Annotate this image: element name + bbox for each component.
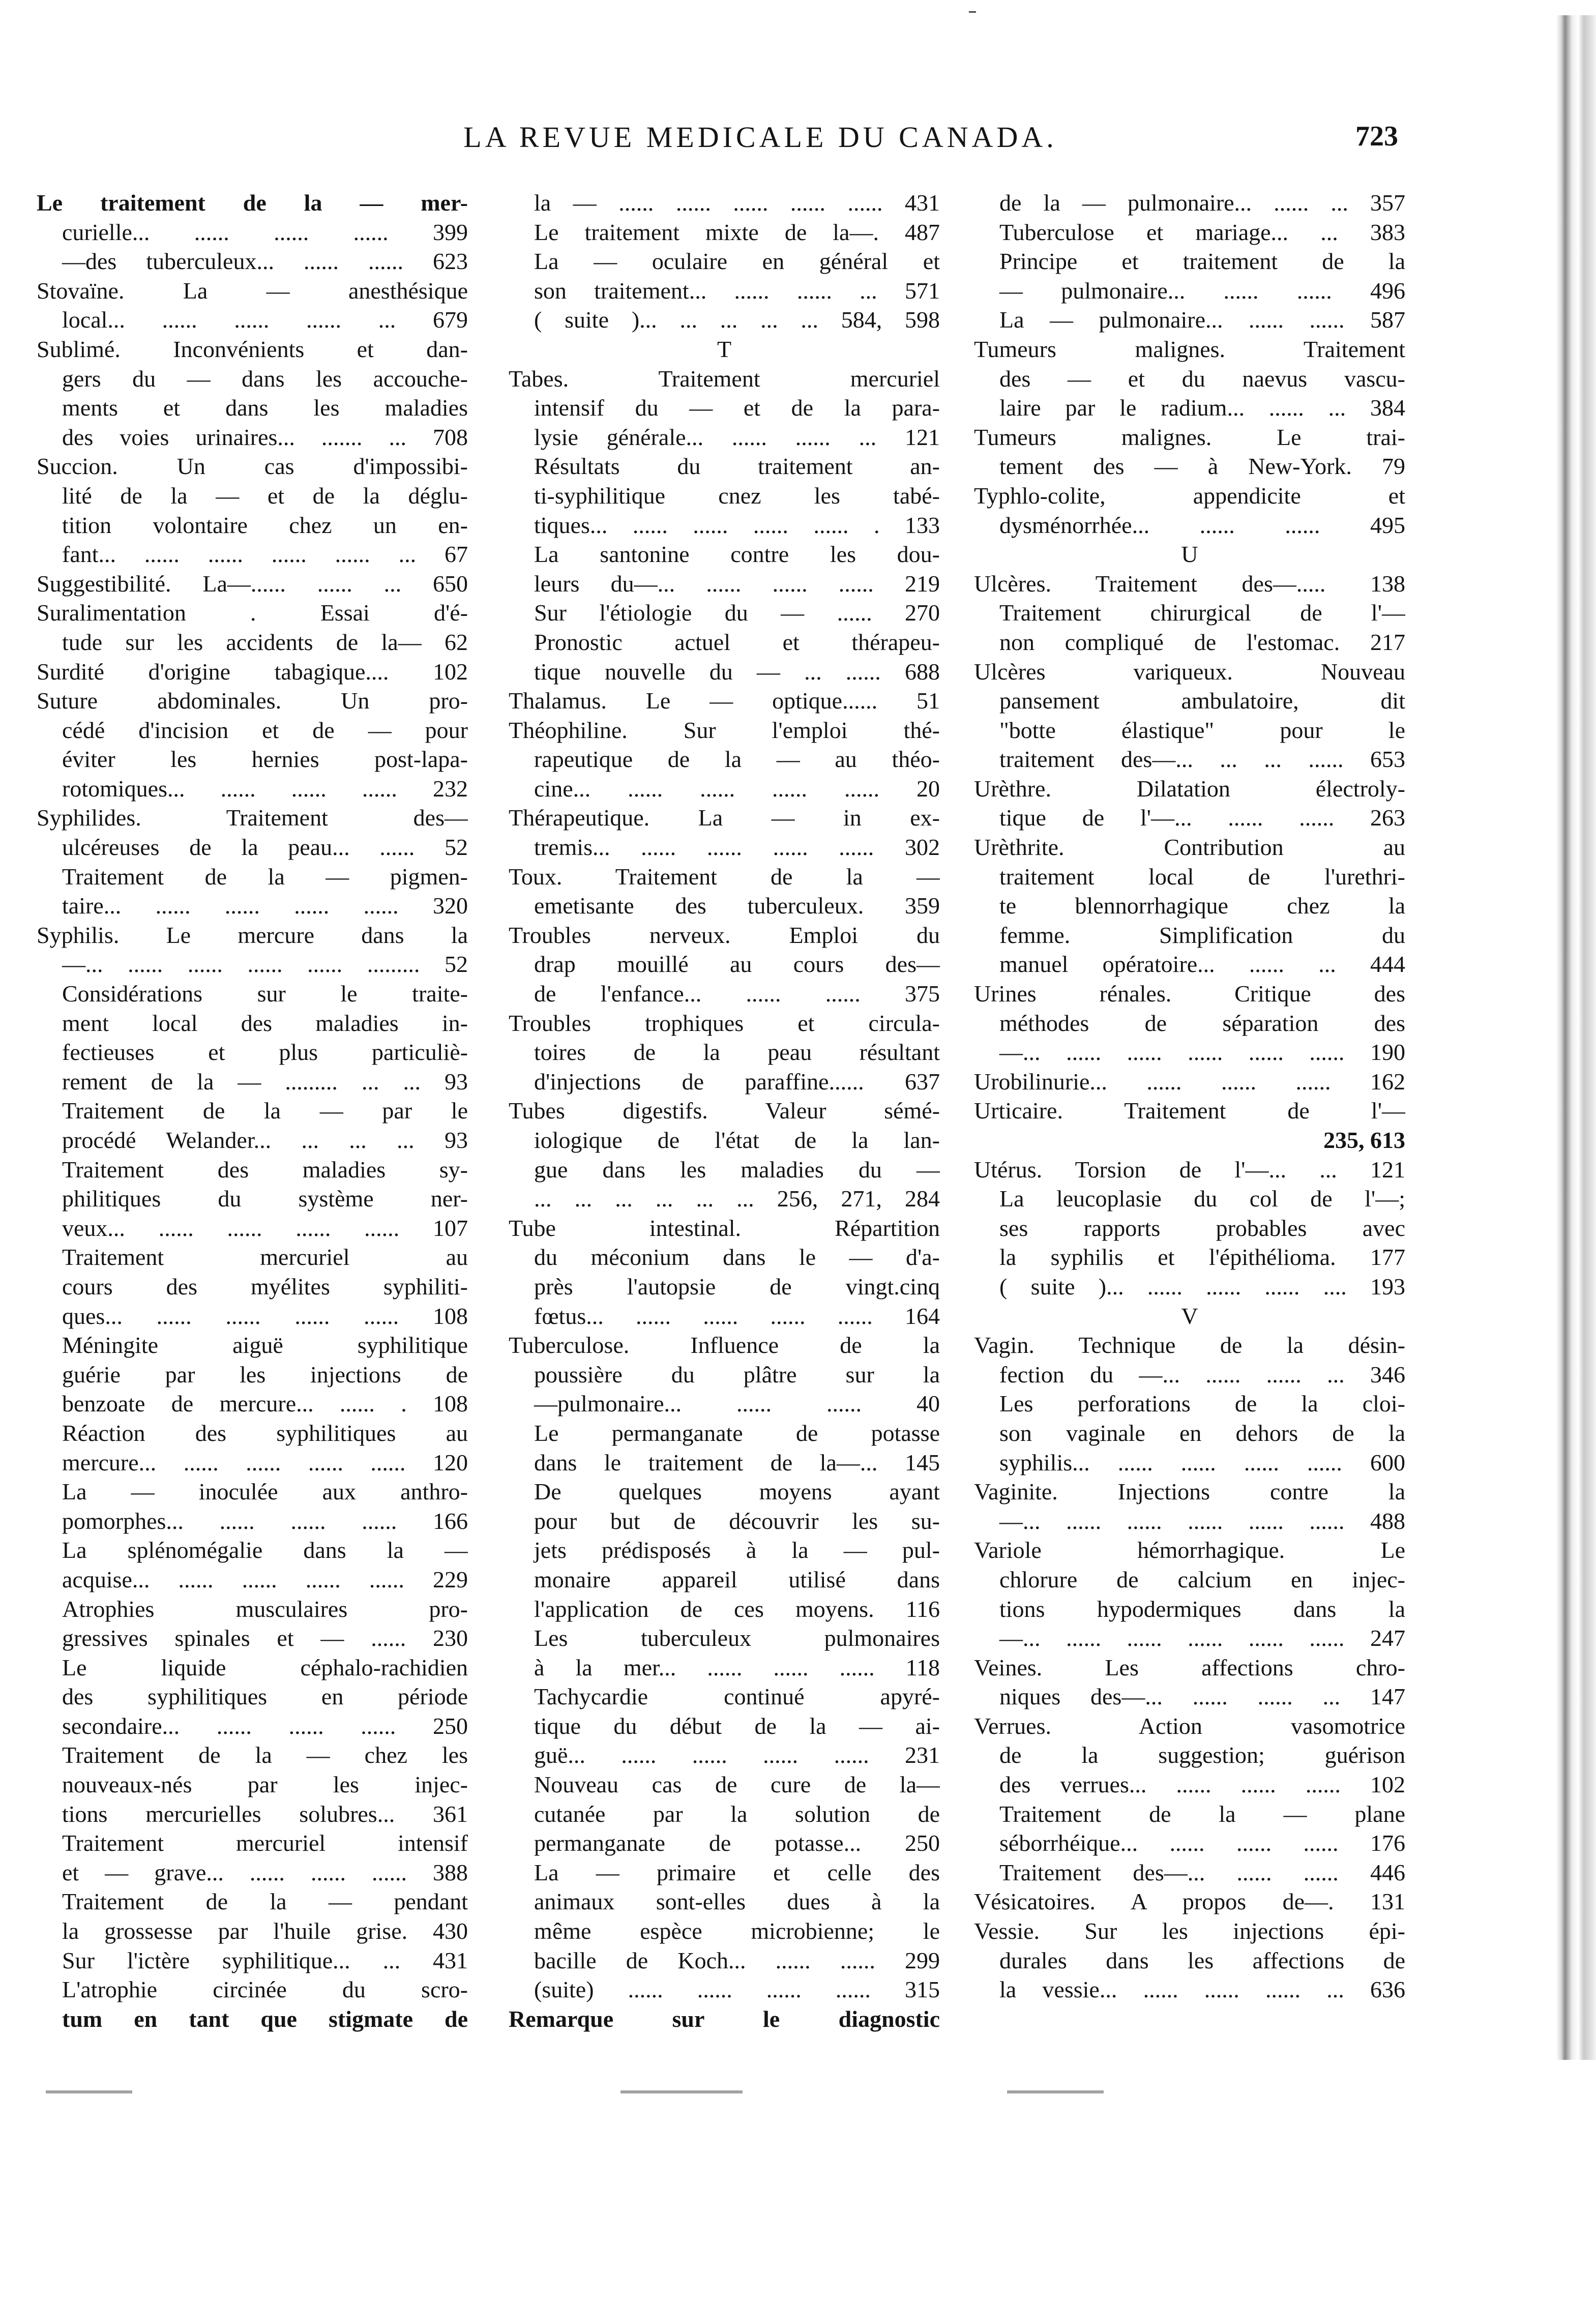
index-entry-line: dans le traitement de la—... 145 [534,1449,940,1475]
index-entry-line: pansement ambulatoire, dit [999,688,1405,714]
index-entry-line: ... ... ... ... ... ... 256, 271, 284 [534,1186,940,1212]
index-entry-line: et — grave... ...... ...... ...... 388 [62,1859,468,1885]
index-entry-line: benzoate de mercure... ...... . 108 [62,1391,468,1417]
index-entry-line: séborrhéique... ...... ...... ...... 176 [999,1830,1405,1856]
index-entry-line: Urobilinurie... ...... ...... ...... 162 [974,1068,1405,1095]
index-entry-line: jets prédisposés à la — pul- [534,1537,940,1563]
index-entry-line: Veines. Les affections chro- [974,1654,1405,1680]
index-entry-line: chlorure de calcium en injec- [999,1566,1405,1592]
index-entry-line: drap mouillé au cours des— [534,951,940,978]
index-entry-line: fœtus... ...... ...... ...... ...... 164 [534,1303,940,1329]
index-entry-line: tique du début de la — ai- [534,1713,940,1739]
index-entry-line: rement de la — ......... ... ... 93 [62,1068,468,1095]
index-entry-line: Vagin. Technique de la désin- [974,1332,1405,1359]
index-entry-line: ti-syphilitique cnez les tabé- [534,482,940,509]
index-entry-line: manuel opératoire... ...... ... 444 [999,951,1405,978]
index-entry-line: Suture abdominales. Un pro- [37,688,468,714]
index-entry-line: veux... ...... ...... ...... ...... 107 [62,1215,468,1241]
index-entry-line: Ulcères. Traitement des—..... 138 [974,570,1405,597]
index-entry-line: Traitement des maladies sy- [62,1156,468,1183]
index-entry-line: Tubes digestifs. Valeur sémé- [509,1098,940,1124]
index-entry-line: Traitement mercuriel au [62,1244,468,1271]
index-entry-line: Urticaire. Traitement de l'— [974,1098,1405,1124]
index-entry-line: Typhlo-colite, appendicite et [974,482,1405,509]
index-entry-line: dysménorrhée... ...... ...... 495 [999,512,1405,538]
index-entry-line: La splénomégalie dans la — [62,1537,468,1563]
index-entry-line: bacille de Koch... ...... ...... 299 [534,1947,940,1973]
index-entry-line: emetisante des tuberculeux. 359 [534,893,940,919]
index-entry-line: Variole hémorrhagique. Le [974,1537,1405,1563]
index-entry-line: Vésicatoires. A propos de—. 131 [974,1888,1405,1915]
index-entry-line: tiques... ...... ...... ...... ...... . 133 [534,512,940,538]
index-entry-line: Sublimé. Inconvénients et dan- [37,336,468,362]
index-entry-line: des voies urinaires... ....... ... 708 [62,424,468,450]
index-entry-line: Sur l'étiologie du — ...... 270 [534,600,940,626]
index-entry-line: Ulcères variqueux. Nouveau [974,658,1405,685]
index-entry-line: tique de l'—... ...... ...... 263 [999,805,1405,831]
index-entry-line: poussière du plâtre sur la [534,1361,940,1387]
index-entry-line: —... ...... ...... ...... ...... ......... 52 [62,951,468,978]
index-entry-line: monaire appareil utilisé dans [534,1566,940,1592]
index-entry-line: Urèthre. Dilatation électroly- [974,775,1405,802]
index-entry-line: Remarque sur le diagnostic [509,2005,940,2032]
index-entry-line: "botte élastique" pour le [999,717,1405,743]
index-entry-line: ulcéreuses de la peau... ...... 52 [62,834,468,861]
section-letter: U [1181,541,1198,568]
index-entry-line: cine... ...... ...... ...... ...... 20 [534,775,940,802]
index-entry-line: d'injections de paraffine...... 637 [534,1068,940,1095]
index-entry-line: tions hypodermiques dans la [999,1596,1405,1622]
index-entry-line: lité de la — et de la déglu- [62,482,468,509]
index-entry-line: La — inoculée aux anthro- [62,1479,468,1505]
index-entry-line: secondaire... ...... ...... ...... 250 [62,1713,468,1739]
index-entry-line: nouveaux-nés par les injec- [62,1771,468,1798]
index-entry-line: —des tuberculeux... ...... ...... 623 [62,248,468,275]
index-entry-line: syphilis... ...... ...... ...... ...... 600 [999,1449,1405,1475]
index-entry-line: Utérus. Torsion de l'—... ... 121 [974,1156,1405,1183]
index-entry-line: Tumeurs malignes. Traitement [974,336,1405,362]
index-entry-line: Tuberculose. Influence de la [509,1332,940,1359]
index-entry-line: durales dans les affections de [999,1947,1405,1973]
index-column-left [37,188,468,2033]
index-entry-line: guérie par les injections de [62,1361,468,1387]
section-letter: T [717,336,732,362]
index-entry-line: Le traitement de la — mer- [37,190,468,216]
index-entry-line: permanganate de potasse... 250 [534,1830,940,1856]
index-entry-line: Résultats du traitement an- [534,453,940,480]
index-entry-line: femme. Simplification du [999,922,1405,948]
index-entry-line: du méconium dans le — d'a- [534,1244,940,1271]
index-entry-line: Tumeurs malignes. Le trai- [974,424,1405,450]
index-entry-line: Succion. Un cas d'impossibi- [37,453,468,480]
index-entry-line: Vessie. Sur les injections épi- [974,1918,1405,1944]
index-entry-line: Vaginite. Injections contre la [974,1479,1405,1505]
index-entry-line: guë... ...... ...... ...... ...... 231 [534,1742,940,1768]
index-entry-line: Tube intestinal. Répartition [509,1215,940,1241]
index-entry-line: tum en tant que stigmate de [62,2005,468,2032]
index-entry-line: local... ...... ...... ...... ... 679 [62,307,468,333]
running-header [0,120,1596,161]
index-entry-line: Atrophies musculaires pro- [62,1596,468,1622]
index-entry-line: iologique de l'état de la lan- [534,1127,940,1153]
index-entry-line: Pronostic actuel et thérapeu- [534,629,940,655]
index-entry-line: ses rapports probables avec [999,1215,1405,1241]
index-entry-line: lysie générale... ...... ...... ... 121 [534,424,940,450]
index-entry-line: Traitement de la — plane [999,1800,1405,1827]
index-entry-line: fant... ...... ...... ...... ...... ... 67 [62,541,468,568]
scan-noise [620,2090,743,2093]
index-entry-line: à la mer... ...... ...... ...... 118 [534,1654,940,1680]
index-entry-line: laire par le radium... ...... ... 384 [999,395,1405,421]
index-entry-line: Tabes. Traitement mercuriel [509,365,940,392]
index-entry-line: Traitement chirurgical de l'— [999,600,1405,626]
index-column-right [974,188,1405,2004]
index-entry-line: Urèthrite. Contribution au [974,834,1405,861]
index-entry-line: gressives spinales et — ...... 230 [62,1625,468,1651]
index-entry-line: Le permanganate de potasse [534,1420,940,1446]
index-entry-line: curielle... ...... ...... ...... 399 [62,219,468,245]
scan-noise [1007,2090,1104,2093]
index-entry-line: Tachycardie continué apyré- [534,1684,940,1710]
index-entry-line: des — et du naevus vascu- [999,365,1405,392]
index-entry-line: Le traitement mixte de la—. 487 [534,219,940,245]
index-entry-line: son vaginale en dehors de la [999,1420,1405,1446]
index-entry-line: la vessie... ...... ...... ...... ... 636 [999,1976,1405,2003]
index-entry-line: rotomiques... ...... ...... ...... 232 [62,775,468,802]
index-entry-line: de la suggestion; guérison [999,1742,1405,1768]
index-entry-line: des syphilitiques en période [62,1684,468,1710]
index-entry-line: Théophiline. Sur l'emploi thé- [509,717,940,743]
index-entry-line: traitement local de l'urethri- [999,863,1405,890]
index-entry-line: Troubles trophiques et circula- [509,1010,940,1036]
index-entry-line: l'application de ces moyens. 116 [534,1596,940,1622]
index-entry-line: La — primaire et celle des [534,1859,940,1885]
index-entry-line: La leucoplasie du col de l'—; [999,1186,1405,1212]
index-entry-line: Le liquide céphalo-rachidien [62,1654,468,1680]
index-entry-line: ( suite )... ... ... ... ... 584, 598 [534,307,940,333]
index-entry-line: La — pulmonaire... ...... ...... 587 [999,307,1405,333]
index-entry-line: fection du —... ...... ...... ... 346 [999,1361,1405,1387]
index-entry-line: ques... ...... ...... ...... ...... 108 [62,1303,468,1329]
journal-title: LA REVUE MEDICALE DU CANADA. [463,121,1057,154]
index-entry-line: de l'enfance... ...... ...... 375 [534,981,940,1007]
index-entry-line: Réaction des syphilitiques au [62,1420,468,1446]
index-entry-line: Surdité d'origine tabagique.... 102 [37,658,468,685]
index-entry-line: Traitement des—... ...... ...... 446 [999,1859,1405,1885]
index-entry-line: Sur l'ictère syphilitique... ... 431 [62,1947,468,1973]
index-entry-line: tude sur les accidents de la— 62 [62,629,468,655]
index-entry-line: Traitement de la — par le [62,1098,468,1124]
index-entry-line: près l'autopsie de vingt.cinq [534,1273,940,1300]
index-entry-line: cours des myélites syphiliti- [62,1273,468,1300]
index-entry-line: pour but de découvrir les su- [534,1508,940,1534]
index-entry-line: de la — pulmonaire... ...... ... 357 [999,190,1405,216]
index-entry-line: Suralimentation . Essai d'é- [37,600,468,626]
index-entry-line: toires de la peau résultant [534,1039,940,1066]
index-entry-line: ments et dans les maladies [62,395,468,421]
page-number: 723 [1355,121,1398,152]
index-entry-line: éviter les hernies post-lapa- [62,746,468,773]
index-entry-line: niques des—... ...... ...... ... 147 [999,1684,1405,1710]
index-entry-line: cutanée par la solution de [534,1800,940,1827]
index-entry-line: non compliqué de l'estomac. 217 [999,629,1405,655]
index-entry-line: L'atrophie circinée du scro- [62,1976,468,2003]
index-column-middle [509,188,940,2033]
index-entry-line: tions mercurielles solubres... 361 [62,1800,468,1827]
index-entry-line: 235, 613 [1323,1127,1405,1153]
index-entry-line: des verrues... ...... ...... ...... 102 [999,1771,1405,1798]
index-entry-line: Principe et traitement de la [999,248,1405,275]
index-entry-line: te blennorrhagique chez la [999,893,1405,919]
index-entry-line: tement des — à New-York. 79 [999,453,1405,480]
index-entry-line: fectieuses et plus particuliè- [62,1039,468,1066]
index-entry-line: tique nouvelle du — ... ...... 688 [534,658,940,685]
index-entry-line: méthodes de séparation des [999,1010,1405,1036]
index-entry-line: taire... ...... ...... ...... ...... 320 [62,893,468,919]
scan-mark [969,11,976,13]
index-entry-line: gue dans les maladies du — [534,1156,940,1183]
index-entry-line: animaux sont-elles dues à la [534,1888,940,1915]
index-entry-line: la syphilis et l'épithélioma. 177 [999,1244,1405,1271]
index-entry-line: Troubles nerveux. Emploi du [509,922,940,948]
index-entry-line: —... ...... ...... ...... ...... ...... 247 [999,1625,1405,1651]
index-entry-line: —... ...... ...... ...... ...... ...... 190 [999,1039,1405,1066]
index-entry-line: acquise... ...... ...... ...... ...... 229 [62,1566,468,1592]
index-entry-line: Traitement de la — pendant [62,1888,468,1915]
index-entry-line: cédé d'incision et de — pour [62,717,468,743]
index-entry-line: ment local des maladies in- [62,1010,468,1036]
index-entry-line: intensif du — et de la para- [534,395,940,421]
index-entry-line: même espèce microbienne; le [534,1918,940,1944]
index-entry-line: Syphilis. Le mercure dans la [37,922,468,948]
index-entry-line: Thalamus. Le — optique...... 51 [509,688,940,714]
index-entry-line: la — ...... ...... ...... ...... ...... 431 [534,190,940,216]
index-entry-line: Tuberculose et mariage... ... 383 [999,219,1405,245]
index-entry-line: —pulmonaire... ...... ...... 40 [534,1391,940,1417]
index-entry-line: Stovaïne. La — anesthésique [37,277,468,304]
index-entry-line: Toux. Traitement de la — [509,863,940,890]
index-entry-line: Syphilides. Traitement des— [37,805,468,831]
index-entry-line: Considérations sur le traite- [62,981,468,1007]
index-entry-line: Verrues. Action vasomotrice [974,1713,1405,1739]
index-entry-line: gers du — dans les accouche- [62,365,468,392]
index-entry-line: traitement des—... ... ... ...... 653 [999,746,1405,773]
index-entry-line: —... ...... ...... ...... ...... ...... 488 [999,1508,1405,1534]
scan-noise [46,2090,132,2093]
index-entry-line: Nouveau cas de cure de la— [534,1771,940,1798]
index-entry-line: philitiques du système ner- [62,1186,468,1212]
index-entry-line: La — oculaire en général et [534,248,940,275]
index-entry-line: Thérapeutique. La — in ex- [509,805,940,831]
index-entry-line: Traitement mercuriel intensif [62,1830,468,1856]
index-entry-line: De quelques moyens ayant [534,1479,940,1505]
index-entry-line: mercure... ...... ...... ...... ...... 120 [62,1449,468,1475]
index-entry-line: La santonine contre les dou- [534,541,940,568]
index-entry-line: procédé Welander... ... ... ... 93 [62,1127,468,1153]
index-entry-line: Traitement de la — chez les [62,1742,468,1768]
index-entry-line: la grossesse par l'huile grise. 430 [62,1918,468,1944]
index-entry-line: Suggestibilité. La—...... ...... ... 650 [37,570,468,597]
index-entry-line: pomorphes... ...... ...... ...... 166 [62,1508,468,1534]
index-entry-line: tition volontaire chez un en- [62,512,468,538]
index-entry-line: ( suite )... ...... ...... ...... .... 193 [999,1273,1405,1300]
index-entry-line: (suite) ...... ...... ...... ...... 315 [534,1976,940,2003]
index-entry-line: Traitement de la — pigmen- [62,863,468,890]
index-entry-line: Urines rénales. Critique des [974,981,1405,1007]
index-entry-line: Méningite aiguë syphilitique [62,1332,468,1359]
index-entry-line: tremis... ...... ...... ...... ...... 302 [534,834,940,861]
section-letter: V [1181,1303,1198,1329]
index-entry-line: leurs du—... ...... ...... ...... 219 [534,570,940,597]
book-binding-edge [1556,15,1596,2060]
index-entry-line: Les perforations de la cloi- [999,1391,1405,1417]
index-entry-line: rapeutique de la — au théo- [534,746,940,773]
index-entry-line: — pulmonaire... ...... ...... 496 [999,277,1405,304]
index-entry-line: Les tuberculeux pulmonaires [534,1625,940,1651]
index-entry-line: son traitement... ...... ...... ... 571 [534,277,940,304]
